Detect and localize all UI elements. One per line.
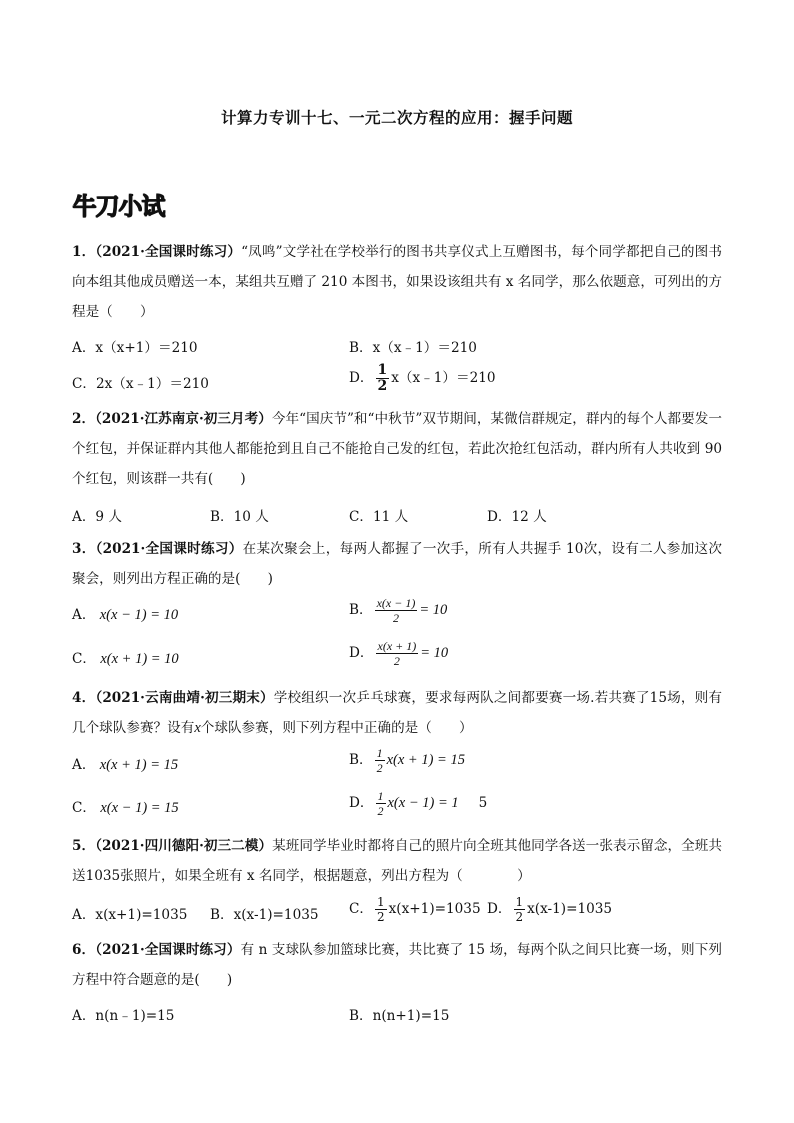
fraction — [375, 596, 418, 625]
question-number: 3． — [72, 541, 96, 557]
option-b[interactable] — [349, 746, 465, 775]
option-label: C． — [349, 901, 373, 917]
question-source: （2021·全国课时练习） — [95, 942, 241, 958]
question-4 — [72, 683, 722, 743]
option-d[interactable] — [487, 895, 612, 924]
question-text: “凤鸣”文学社在学校举行的图书共享仪式上互赠图书，每个同学都把自己的图书向本组其他成员赠送一本，某组共互赠了 210 本图书，如果设该组共有 x 名同学，那么依题意，可列出的方程是（ ） — [72, 244, 722, 320]
denominator: 2 — [392, 611, 399, 625]
denominator: 2 — [393, 654, 400, 668]
option-expression: x(x + 1) = 15 — [99, 757, 179, 773]
option-label: D． — [487, 901, 512, 917]
option-d[interactable] — [349, 639, 448, 668]
denominator: 2 — [515, 910, 524, 924]
option-expression: x(x + 1) = 10 — [100, 651, 179, 667]
option-label: C． — [72, 800, 96, 816]
page-title: 计算力专训十七、一元二次方程的应用：握手问题 — [220, 108, 573, 127]
numerator: x(x + 1) — [377, 639, 417, 653]
denominator: 2 — [376, 761, 383, 775]
question-number: 5． — [72, 838, 96, 854]
option-c[interactable] — [72, 796, 179, 817]
option-expression: x(x − 1) = 15 — [100, 800, 179, 816]
question-number: 4． — [72, 690, 96, 706]
fraction — [375, 746, 385, 775]
option-b[interactable]: B．x（x﹣1）＝210 — [349, 340, 477, 356]
option-expression: x(x − 1) = 10 — [99, 607, 179, 623]
question-text: 在某次聚会上，每两人都握了一次手，所有人共握手 10次，设有二人参加这次聚会，则列出方程正确的是( ) — [72, 541, 722, 587]
denominator: 2 — [377, 378, 388, 394]
question-source: （2021·全国课时练习） — [95, 541, 243, 557]
question-source: （2021·四川德阳·初三二模） — [95, 838, 273, 854]
option-label: D． — [349, 370, 374, 386]
question-source: （2021·全国课时练习） — [95, 244, 242, 260]
option-label: B． — [349, 602, 373, 618]
option-b[interactable]: B．n(n+1)=15 — [349, 1008, 450, 1024]
option-d[interactable] — [349, 363, 496, 394]
question-5 — [72, 831, 722, 891]
question-source: （2021·江苏南京·初三月考） — [95, 411, 272, 427]
option-expression: = 10 — [419, 602, 448, 618]
numerator: x(x − 1) — [376, 596, 416, 610]
option-a[interactable] — [72, 603, 178, 624]
question-1 — [72, 237, 722, 327]
option-a[interactable]: A．x(x+1)=1035 — [72, 907, 188, 923]
option-c[interactable] — [349, 895, 481, 924]
numerator: 1 — [377, 895, 385, 909]
question-text: 个球队参赛，则下列方程中正确的是（ ） — [200, 720, 473, 736]
option-label: D． — [349, 645, 374, 661]
numerator: 1 — [377, 362, 388, 378]
question-text: 某班同学毕业时都将自己的照片向全班其他同学各送一张表示留念，全班共送1035张照片，如果全班有 x 名同学，根据题意，列出方程为（ ） — [72, 838, 722, 884]
option-a[interactable]: A．9 人 — [72, 509, 122, 525]
option-expression: x(x+1)=1035 — [388, 901, 481, 917]
option-label: D． — [349, 795, 374, 811]
question-text: 今年“国庆节”和“中秋节”双节期间，某微信群规定，群内的每个人都要发一个红包，并保证群内其他人都能抢到且自己不能抢自己发的红包，若此次抢红包活动，群内所有人共收到 90 个红包，则该群一共有( ) — [72, 411, 722, 487]
option-b[interactable]: B．10 人 — [210, 509, 269, 525]
denominator: 2 — [377, 910, 385, 924]
option-c[interactable]: C．2x（x﹣1）＝210 — [72, 376, 209, 392]
option-b[interactable]: B．x(x-1)=1035 — [210, 907, 319, 923]
option-a[interactable]: A．x（x+1）＝210 — [72, 340, 198, 356]
fraction — [514, 895, 526, 924]
option-d[interactable]: D．12 人 — [487, 509, 547, 525]
fraction — [375, 895, 387, 924]
question-text: 学校组织一次乒乓球赛，要求每两队之间都要赛一场.若共赛了15场，则有几个球队参赛？设有 — [72, 690, 722, 736]
stray-digit: 5 — [478, 795, 488, 811]
fraction — [376, 639, 419, 668]
option-label: B． — [349, 752, 373, 768]
option-expression: x(x − 1) = 1 — [387, 795, 459, 811]
fraction — [376, 789, 386, 818]
section-heading: 牛刀小试 — [72, 192, 164, 220]
question-number: 6． — [72, 942, 96, 958]
option-c[interactable] — [72, 647, 179, 668]
option-label: A． — [72, 757, 96, 773]
question-3 — [72, 534, 722, 594]
denominator: 2 — [377, 804, 384, 818]
option-a[interactable]: A．n(n﹣1)=15 — [72, 1008, 175, 1024]
option-b[interactable] — [349, 596, 447, 625]
option-c[interactable]: C．11 人 — [349, 509, 409, 525]
question-number: 1． — [72, 244, 96, 260]
numerator: 1 — [515, 895, 524, 909]
numerator: 1 — [377, 789, 384, 803]
question-number: 2． — [72, 411, 96, 427]
option-label: A． — [72, 607, 96, 623]
question-text: 有 n 支球队参加篮球比赛，共比赛了 15 场，每两个队之间只比赛一场，则下列方程中符合题意的是( ) — [72, 942, 722, 988]
fraction — [376, 363, 390, 394]
question-source: （2021·云南曲靖·初三期末） — [95, 690, 274, 706]
option-label: C． — [72, 651, 96, 667]
option-expression: x(x + 1) = 15 — [386, 752, 465, 768]
option-expression: x（x﹣1）＝210 — [391, 370, 496, 386]
question-6 — [72, 935, 722, 995]
option-expression: = 10 — [420, 645, 449, 661]
question-2 — [72, 404, 722, 494]
option-expression: x(x-1)=1035 — [527, 901, 613, 917]
numerator: 1 — [376, 746, 383, 760]
option-a[interactable] — [72, 753, 178, 774]
option-d[interactable] — [349, 789, 487, 818]
variable: x — [194, 720, 201, 736]
